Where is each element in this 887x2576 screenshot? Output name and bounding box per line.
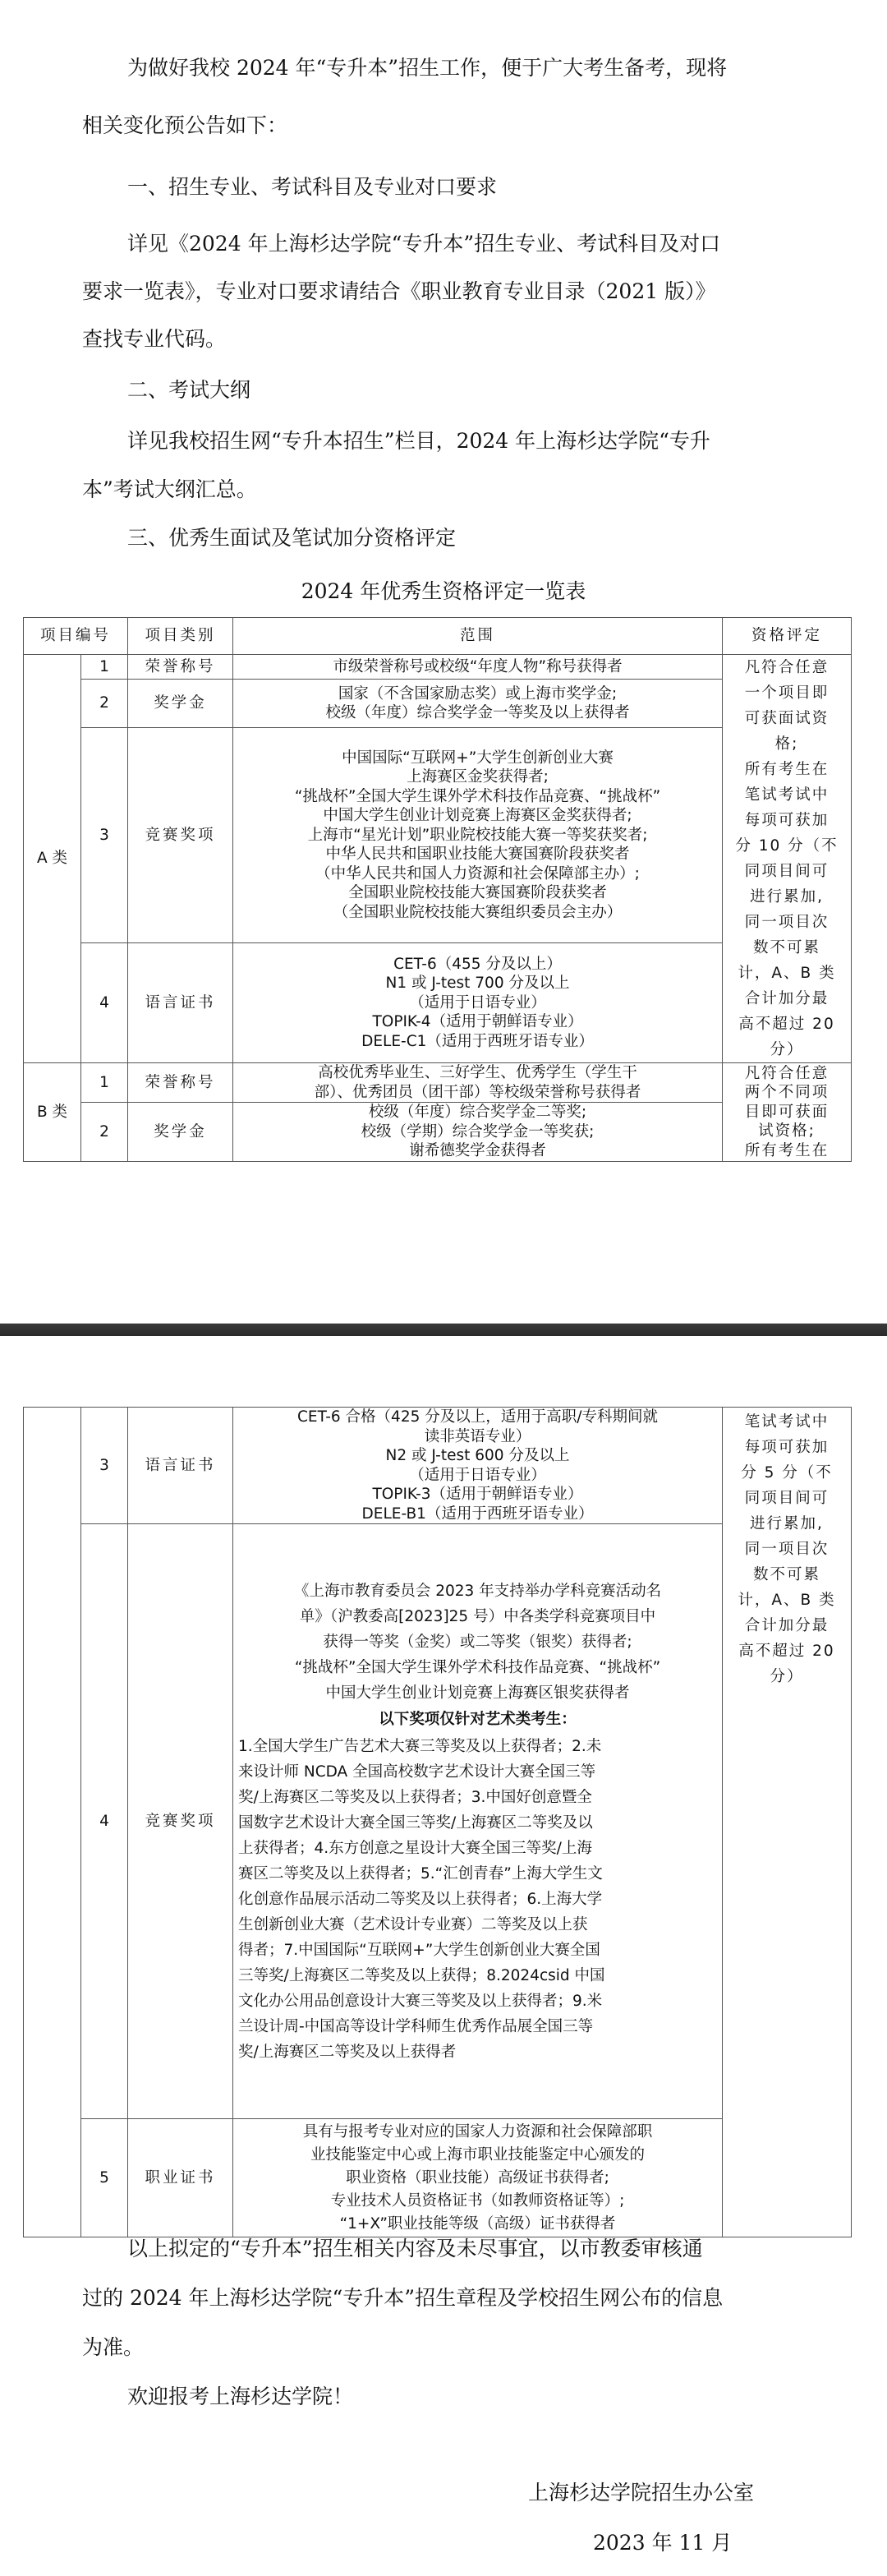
- row-category: 语言证书: [128, 943, 233, 1063]
- qual-line: 高不超过 20: [738, 1016, 835, 1033]
- section-2-heading: 二、考试大纲: [127, 378, 251, 402]
- qualification-table-page-1: [23, 617, 852, 1162]
- section-2-body-line-2: 本”考试大纲汇总。: [82, 477, 257, 501]
- qual-line: 进行累加,: [750, 1515, 824, 1532]
- scope-line: N1 或 J-test 700 分及以上: [385, 975, 570, 993]
- qual-line: 分）: [770, 1041, 804, 1058]
- scope-line: 中华人民共和国职业技能大赛国赛阶段获奖者: [325, 846, 630, 864]
- intro-line-2: 相关变化预公告如下：: [82, 113, 288, 137]
- qual-line: 计，A、B 类: [738, 965, 836, 982]
- qual-line: 笔试考试中: [744, 1413, 830, 1431]
- art-list-line: 兰设计周-中国高等设计学科师生优秀作品展全国三等: [238, 2017, 594, 2035]
- group-b-qualification-continued: [723, 1408, 852, 2237]
- row-scope: [233, 680, 723, 728]
- row-no: 3: [81, 728, 128, 943]
- row-category: 职业证书: [128, 2119, 233, 2237]
- qual-line: 分）: [770, 1668, 804, 1685]
- scope-line: “挑战杯”全国大学生课外学术科技作品竞赛、“挑战杯”: [294, 1658, 661, 1676]
- scope-line: TOPIK-4（适用于朝鲜语专业）: [372, 1013, 583, 1031]
- qual-line: 凡符合任意: [744, 1064, 830, 1082]
- scope-line: 中国大学生创业计划竞赛上海赛区金奖获得者;: [323, 807, 632, 825]
- row-no: 2: [81, 1103, 128, 1162]
- row-no: 1: [81, 1063, 128, 1103]
- closing-line-1: 以上拟定的“专升本”招生相关内容及未尽事宜，以市教委审核通: [127, 2237, 703, 2260]
- scope-line: “1+X”职业技能等级（高级）证书获得者: [339, 2214, 616, 2233]
- scope-line: （全国职业院校技能大赛组织委员会主办）: [333, 903, 623, 921]
- row-no: 4: [81, 943, 128, 1063]
- page-separator: [0, 1323, 887, 1336]
- row-category: 奖学金: [128, 680, 233, 728]
- qual-line: 所有考生在: [744, 761, 830, 778]
- scope-line: 专业技术人员资格证书（如教师资格证等）;: [330, 2191, 625, 2210]
- qualification-table-page-2: [23, 1407, 852, 2237]
- art-list-line: 奖/上海赛区二等奖及以上获得者；3.中国好创意暨全: [238, 1788, 592, 1806]
- scope-line: 部）、优秀团员（团干部）等校级荣誉称号获得者: [314, 1083, 641, 1101]
- scope-line: 《上海市教育委员会 2023 年支持举办学科竞赛活动名: [293, 1582, 662, 1600]
- header-qualification: 资格评定: [723, 618, 852, 655]
- scope-line: 校级（年度）综合奖学金二等奖;: [368, 1104, 587, 1121]
- row-scope: [233, 655, 723, 680]
- qual-line: 同项目间可: [744, 863, 830, 880]
- scope-line: 获得一等奖（金奖）或二等奖（银奖）获得者;: [323, 1633, 632, 1651]
- scope-line: CET-6（455 分及以上）: [393, 955, 562, 973]
- qual-line: 合计加分最: [744, 1617, 830, 1634]
- scope-line: 读非英语专业）: [424, 1427, 531, 1445]
- signature-date: 2023 年 11 月: [593, 2531, 733, 2555]
- art-students-heading: 以下奖项仅针对艺术类考生：: [379, 1710, 577, 1728]
- qual-line: 进行累加,: [750, 888, 824, 906]
- scope-line: N2 或 J-test 600 分及以上: [385, 1447, 570, 1464]
- group-b-qualification: [723, 1063, 852, 1162]
- group-a-qualification: [723, 655, 852, 1063]
- table-title: 2024 年优秀生资格评定一览表: [301, 579, 586, 603]
- section-1-heading: 一、招生专业、考试科目及专业对口要求: [127, 175, 498, 199]
- row-no: 3: [81, 1408, 128, 1524]
- qual-line: 凡符合任意: [744, 659, 830, 676]
- group-b-label: B 类: [24, 1063, 81, 1162]
- qual-line: 一个项目即: [744, 684, 830, 702]
- table-row: [24, 1063, 852, 1103]
- qual-line: 试资格;: [758, 1122, 816, 1140]
- art-list-line: 生创新创业大赛（艺术设计专业赛）二等奖及以上获: [238, 1915, 588, 1933]
- section-1-body-line-3: 查找专业代码。: [82, 327, 227, 351]
- welcome-line: 欢迎报考上海杉达学院！: [127, 2385, 354, 2408]
- qual-line: 格;: [774, 735, 799, 753]
- scope-line: 上海赛区金奖获得者;: [407, 768, 549, 786]
- header-category: 项目类别: [128, 618, 233, 655]
- scope-line: 全国职业院校技能大赛国赛阶段获奖者: [348, 884, 607, 902]
- qual-line: 计，A、B 类: [738, 1592, 836, 1609]
- art-list-line: 赛区二等奖及以上获得者；5.“汇创青春”上海大学生文: [238, 1864, 603, 1882]
- scope-line: （适用于日语专业）: [409, 1466, 546, 1484]
- scope-line: 市级荣誉称号或校级“年度人物”称号获得者: [333, 657, 623, 675]
- header-scope: 范围: [233, 618, 723, 655]
- row-scope: [233, 1524, 723, 2119]
- qual-line: 分 5 分（不: [741, 1464, 833, 1482]
- qual-line: 所有考生在: [744, 1141, 830, 1159]
- row-no: 1: [81, 655, 128, 680]
- qual-line: 同项目间可: [744, 1490, 830, 1507]
- scope-line: 职业资格（职业技能）高级证书获得者;: [346, 2168, 609, 2187]
- art-list-line: 国数字艺术设计大赛全国三等奖/上海赛区二等奖及以: [238, 1813, 593, 1832]
- row-scope: [233, 1408, 723, 1524]
- qual-line: 数不可累: [752, 1566, 820, 1583]
- art-list-line: 文化办公用品创意设计大赛三等奖及以上获得者；9.米: [238, 1992, 603, 2010]
- row-category: 竞赛奖项: [128, 1524, 233, 2119]
- scope-line: 业技能鉴定中心或上海市职业技能鉴定中心颁发的: [310, 2145, 645, 2164]
- qual-line: 同一项目次: [744, 1541, 830, 1558]
- scope-line: 单》（沪教委高[2023]25 号）中各类学科竞赛项目中: [299, 1607, 656, 1625]
- qual-line: 每项可获加: [744, 1439, 830, 1456]
- art-list-line: 得者；7.中国国际“互联网+”大学生创新创业大赛全国: [238, 1941, 600, 1959]
- table-row: [24, 655, 852, 680]
- closing-line-2: 过的 2024 年上海杉达学院“专升本”招生章程及学校招生网公布的信息: [82, 2286, 724, 2310]
- row-category: 奖学金: [128, 1103, 233, 1162]
- section-1-body-line-2: 要求一览表》，专业对口要求请结合《职业教育专业目录（2021 版）》: [82, 279, 716, 303]
- art-awards-list: [238, 1734, 717, 2065]
- qual-line: 可获面试资: [744, 710, 830, 727]
- signature-office: 上海杉达学院招生办公室: [528, 2481, 755, 2505]
- qual-line: 目即可获面: [744, 1103, 830, 1121]
- qual-line: 同一项目次: [744, 914, 830, 931]
- closing-line-3: 为准。: [82, 2335, 145, 2359]
- scope-line: “挑战杯”全国大学生课外学术科技作品竞赛、“挑战杯”: [294, 787, 661, 805]
- qual-line: 每项可获加: [744, 812, 830, 829]
- table-header-row: [24, 618, 852, 655]
- qual-line: 两个不同项: [744, 1084, 830, 1101]
- art-list-line: 上获得者；4.东方创意之星设计大赛全国三等奖/上海: [238, 1839, 592, 1857]
- row-category: 竞赛奖项: [128, 728, 233, 943]
- art-list-line: 来设计师 NCDA 全国高校数字艺术设计大赛全国三等: [238, 1763, 596, 1781]
- row-scope: [233, 1063, 723, 1103]
- row-category: 语言证书: [128, 1408, 233, 1524]
- scope-line: （中华人民共和国人力资源和社会保障部主办）;: [315, 864, 640, 882]
- art-list-line: 奖/上海赛区二等奖及以上获得者: [238, 2043, 457, 2061]
- scope-line: 校级（学期）综合奖学金一等奖获;: [361, 1122, 595, 1141]
- scope-line: 国家（不含国家励志奖）或上海市奖学金;: [338, 684, 618, 703]
- scope-line: DELE-B1（适用于西班牙语专业）: [361, 1505, 594, 1523]
- row-scope: [233, 2119, 723, 2237]
- qual-line: 笔试考试中: [744, 786, 830, 804]
- header-item-no: 项目编号: [24, 618, 128, 655]
- art-list-line: 1.全国大学生广告艺术大赛三等奖及以上获得者；2.未: [238, 1737, 602, 1755]
- scope-line: 中国国际“互联网+”大学生创新创业大赛: [342, 749, 614, 767]
- row-scope: [233, 1103, 723, 1162]
- section-3-heading: 三、优秀生面试及笔试加分资格评定: [127, 526, 457, 550]
- scope-line: 谢希德奖学金获得者: [409, 1142, 546, 1159]
- scope-line: 上海市“星光计划”职业院校技能大赛一等奖获奖者;: [307, 826, 648, 844]
- scope-line: DELE-C1（适用于西班牙语专业）: [361, 1032, 594, 1050]
- intro-line-1: 为做好我校 2024 年“专升本”招生工作，便于广大考生备考，现将: [127, 56, 728, 80]
- qual-line: 分 10 分（不: [735, 837, 839, 855]
- table-row: [24, 1408, 852, 1524]
- qual-line: 合计加分最: [744, 990, 830, 1007]
- scope-line: （适用于日语专业）: [409, 993, 546, 1012]
- group-a-label: A 类: [24, 655, 81, 1063]
- row-scope: [233, 728, 723, 943]
- scope-line: 中国大学生创业计划竞赛上海赛区银奖获得者: [325, 1684, 630, 1702]
- scope-line: 校级（年度）综合奖学金一等奖及以上获得者: [325, 704, 630, 722]
- art-list-line: 化创意作品展示活动二等奖及以上获得者；6.上海大学: [238, 1890, 603, 1908]
- scope-line: CET-6 合格（425 分及以上，适用于高职/专科期间就: [297, 1408, 658, 1426]
- section-1-body-line-1: 详见《2024 年上海杉达学院“专升本”招生专业、考试科目及对口: [127, 232, 721, 256]
- row-category: 荣誉称号: [128, 655, 233, 680]
- section-2-body-line-1: 详见我校招生网“专升本招生”栏目，2024 年上海杉达学院“专升: [127, 429, 710, 453]
- row-no: 4: [81, 1524, 128, 2119]
- qual-line: 数不可累: [753, 939, 821, 956]
- row-category: 荣誉称号: [128, 1063, 233, 1103]
- row-scope: [233, 943, 723, 1063]
- row-no: 5: [81, 2119, 128, 2237]
- row-no: 2: [81, 680, 128, 728]
- group-b-continued: [24, 1408, 81, 2237]
- art-list-line: 三等奖/上海赛区二等奖及以上获得；8.2024csid 中国: [238, 1966, 605, 1984]
- scope-line: 具有与报考专业对应的国家人力资源和社会保障部职: [302, 2122, 653, 2141]
- scope-line: 高校优秀毕业生、三好学生、优秀学生（学生干: [318, 1064, 637, 1081]
- qual-line: 高不超过 20: [738, 1643, 835, 1660]
- scope-line: TOPIK-3（适用于朝鲜语专业）: [372, 1486, 583, 1503]
